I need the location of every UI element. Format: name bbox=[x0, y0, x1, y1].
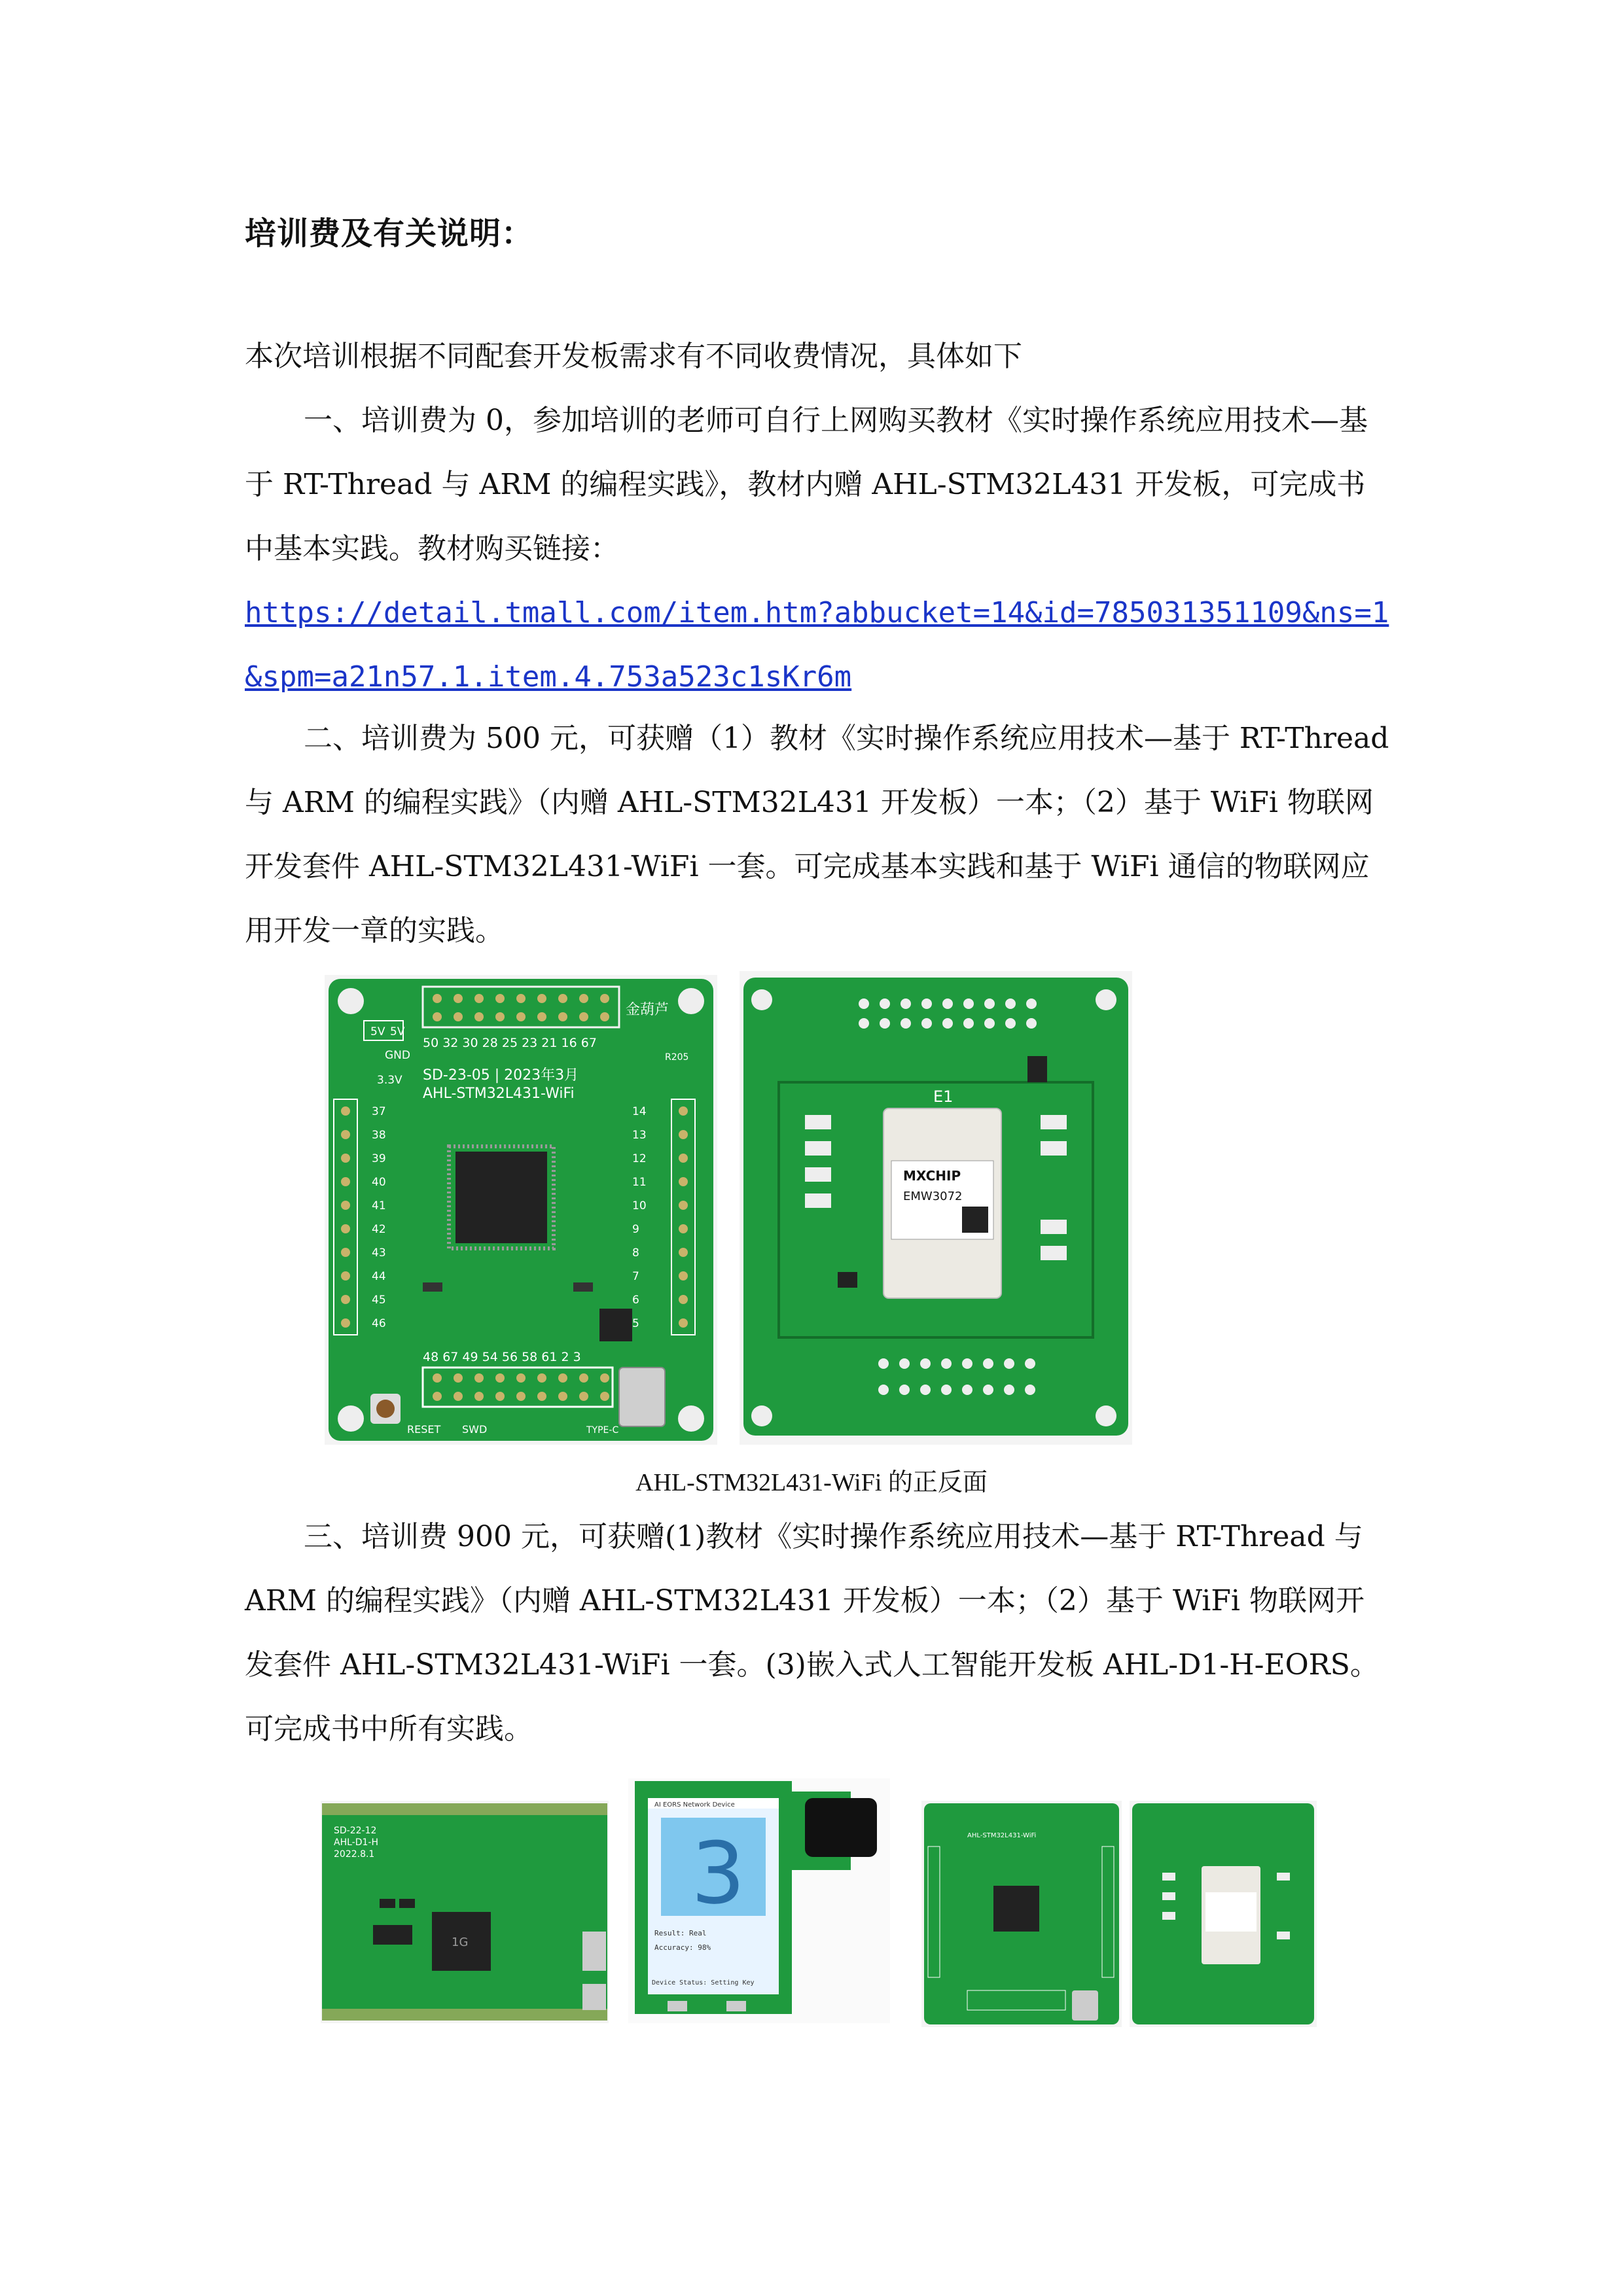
left-pin-label: 39 bbox=[372, 1152, 386, 1165]
lcd-status: Device Status: Setting Key bbox=[652, 1979, 755, 1987]
d1-label-3: 2022.8.1 bbox=[334, 1849, 375, 1860]
right-pin-label: 5 bbox=[632, 1317, 639, 1330]
antenna-label: E1 bbox=[933, 1087, 954, 1106]
power-label-gnd: GND bbox=[385, 1049, 410, 1062]
left-pin-label: 43 bbox=[372, 1246, 386, 1260]
board-back-photo bbox=[740, 971, 1132, 1445]
small-front-photo bbox=[921, 1801, 1122, 2027]
typec-label: TYPE-C bbox=[586, 1425, 619, 1436]
module-brand: MXCHIP bbox=[903, 1168, 961, 1184]
lcd-result: Result: Real bbox=[654, 1929, 707, 1937]
board-logo-text: 金葫芦 bbox=[626, 1002, 669, 1018]
right-pin-label: 11 bbox=[632, 1176, 647, 1189]
intro-paragraph: 本次培训根据不同配套开发板需求有不同收费情况，具体如下 bbox=[245, 340, 1022, 373]
power-label-5v-2: 5V bbox=[390, 1025, 405, 1038]
right-pin-label: 12 bbox=[632, 1152, 647, 1165]
module-model: EMW3072 bbox=[903, 1190, 963, 1203]
item2-paragraph: 二、培训费为 500 元，可获赠（1）教材《实时操作系统应用技术—基于 RT-Thread 与 ARM 的编程实践》（内赠 AHL-STM32L431 开发板）一本；（2）基于 WiFi 物联网开发套件 AHL-STM32L431-WiFi 一套。可完成基本实践和基于 WiFi 通信的物联网应用开发一章的实践。 bbox=[245, 722, 1389, 947]
left-pin-label: 44 bbox=[372, 1270, 386, 1283]
left-pin-label: 45 bbox=[372, 1294, 386, 1307]
figure-caption: AHL-STM32L431-WiFi 的正反面 bbox=[635, 1469, 988, 1496]
lcd-header: AI EORS Network Device bbox=[654, 1801, 735, 1809]
purchase-link[interactable]: https://detail.tmall.com/item.htm?abbucket=14&id=785031351109&ns=1&spm=a21n57.1.item.4.753a523c1sKr6m bbox=[245, 596, 1389, 694]
right-pin-label: 6 bbox=[632, 1294, 639, 1307]
left-pin-label: 37 bbox=[372, 1105, 386, 1118]
reset-label: RESET bbox=[407, 1423, 441, 1436]
left-pin-label: 46 bbox=[372, 1317, 386, 1330]
right-pin-label: 10 bbox=[632, 1199, 647, 1212]
d1-board-photo bbox=[321, 1801, 609, 2023]
lcd-digit: 3 bbox=[691, 1824, 745, 1923]
item1-paragraph bbox=[245, 389, 1391, 709]
d1-label-1: SD-22-12 bbox=[334, 1826, 377, 1836]
right-pin-label: 14 bbox=[632, 1105, 647, 1118]
item1-text: 一、培训费为 0，参加培训的老师可自行上网购买教材《实时操作系统应用技术—基于 RT-Thread 与 ARM 的编程实践》，教材内赠 AHL-STM32L431 开发板，可完成书中基本实践。教材购买链接： bbox=[245, 404, 1368, 565]
lcd-accuracy: Accuracy: 98% bbox=[654, 1943, 711, 1952]
left-pin-label: 42 bbox=[372, 1223, 386, 1236]
right-pin-label: 9 bbox=[632, 1223, 639, 1236]
board-bottom-pins: 48 67 49 54 56 58 61 2 3 bbox=[423, 1350, 581, 1364]
power-label-33v: 3.3V bbox=[377, 1074, 402, 1087]
d1-chip-label: 1G bbox=[452, 1935, 469, 1949]
left-pin-label: 38 bbox=[372, 1129, 386, 1142]
board-model-line1: SD-23-05 | 2023年3月 bbox=[423, 1067, 579, 1084]
small-back-photo bbox=[1130, 1801, 1317, 2027]
power-label-5v: 5V bbox=[370, 1025, 385, 1038]
section-heading: 培训费及有关说明： bbox=[245, 215, 534, 252]
right-pin-label: 13 bbox=[632, 1129, 647, 1142]
board-model-line2: AHL-STM32L431-WiFi bbox=[423, 1086, 575, 1102]
lcd-board-photo bbox=[628, 1778, 890, 2023]
left-pin-label: 40 bbox=[372, 1176, 386, 1189]
right-pin-label: 8 bbox=[632, 1246, 639, 1260]
item3-paragraph: 三、培训费 900 元，可获赠(1)教材《实时操作系统应用技术—基于 RT-Thread 与 ARM 的编程实践》（内赠 AHL-STM32L431 开发板）一本；（2）基于 WiFi 物联网开发套件 AHL-STM32L431-WiFi 一套。(3)嵌入式人工智能开发板 AHL-D1-H-EORS。可完成书中所有实践。 bbox=[245, 1520, 1379, 1746]
swd-label: SWD bbox=[462, 1423, 488, 1436]
board-top-pins: 50 32 30 28 25 23 21 16 67 bbox=[423, 1036, 597, 1050]
small-board-model: AHL-STM32L431-WiFi bbox=[967, 1832, 1037, 1839]
board-front-photo bbox=[325, 975, 717, 1445]
board-resistor-label: R205 bbox=[665, 1052, 689, 1063]
d1-label-2: AHL-D1-H bbox=[334, 1837, 378, 1848]
left-pin-label: 41 bbox=[372, 1199, 386, 1212]
right-pin-label: 7 bbox=[632, 1270, 639, 1283]
